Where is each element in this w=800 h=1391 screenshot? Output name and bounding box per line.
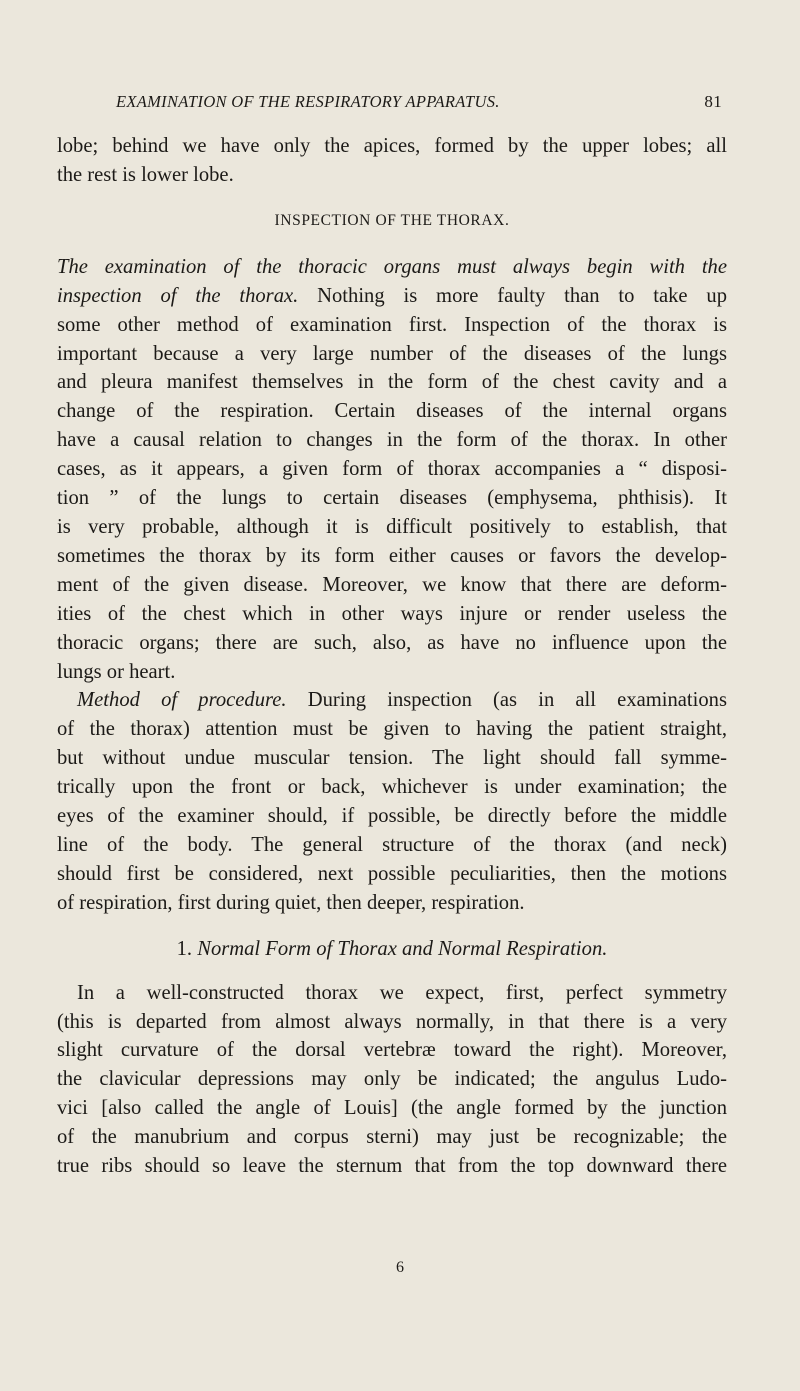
text-line xyxy=(57,253,727,282)
subsection-heading xyxy=(57,935,727,963)
text-line: cases, as it appears, a given form of thorax accompanies a “ disposi- xyxy=(57,458,727,481)
text-line: lobe; behind we have only the apices, formed by the upper lobes; all xyxy=(57,135,727,157)
italic-lead: Method of procedure. xyxy=(77,689,287,712)
text-line: vici [also called the angle of Louis] (the angle formed by the junction xyxy=(57,1097,727,1120)
text-line: but without undue muscular tension. The light should fall symme- xyxy=(57,747,727,770)
text-line: true ribs should so leave the sternum that from the top downward there xyxy=(57,1155,727,1178)
paragraph-normal-form xyxy=(57,979,727,1181)
text-line: important because a very large number of the diseases of the lungs xyxy=(57,342,727,365)
subsection-title: Normal Form of Thorax and Normal Respiration. xyxy=(197,937,608,960)
text-line: the rest is lower lobe. xyxy=(57,163,234,186)
text-line: of the thorax) attention must be given to having the patient straight, xyxy=(57,718,727,741)
running-head xyxy=(116,92,722,116)
text-line: slight curvature of the dorsal vertebræ toward the right). Moreover, xyxy=(57,1039,727,1062)
text-line: In a well-constructed thorax we expect, first, perfect symmetry xyxy=(77,981,727,1004)
text-line: tion ” of the lungs to certain diseases (emphysema, phthisis). It xyxy=(57,487,727,510)
page-body xyxy=(57,132,727,1181)
text-line: (this is departed from almost always normally, in that there is a very xyxy=(57,1010,727,1033)
text-line: have a causal relation to changes in the form of the thorax. In other xyxy=(57,429,727,452)
text-line: the clavicular depressions may only be indicated; the angulus Ludo- xyxy=(57,1068,727,1091)
text-line: eyes of the examiner should, if possible, be directly before the middle xyxy=(57,805,727,828)
text-line: lungs or heart. xyxy=(57,660,176,683)
text-line xyxy=(57,282,727,311)
paragraph-method xyxy=(57,686,727,917)
text-line: ities of the chest which in other ways injure or render useless the xyxy=(57,602,727,625)
paragraph-inspection xyxy=(57,253,727,687)
text-line: ment of the given disease. Moreover, we know that there are deform- xyxy=(57,573,727,596)
text-line: change of the respiration. Certain diseases of the internal organs xyxy=(57,400,727,423)
text-line xyxy=(57,686,727,715)
italic-lead: The examination of the thoracic organs must always begin with the xyxy=(57,255,727,278)
text-line: of the manubrium and corpus sterni) may just be recognizable; the xyxy=(57,1126,727,1149)
text-line: is very probable, although it is difficult positively to establish, that xyxy=(57,515,727,538)
running-head-title: EXAMINATION OF THE RESPIRATORY APPARATUS. xyxy=(116,92,500,111)
text-line: some other method of examination first. Inspection of the thorax is xyxy=(57,313,727,336)
text-line: thoracic organs; there are such, also, as have no influence upon the xyxy=(57,631,727,654)
text-run: During inspection (as in all examinations xyxy=(286,689,727,712)
text-line: sometimes the thorax by its form either causes or favors the develop- xyxy=(57,544,727,567)
text-line: trically upon the front or back, whichever is under examination; the xyxy=(57,776,727,799)
section-heading: INSPECTION OF THE THORAX. xyxy=(274,211,510,229)
paragraph-continuation xyxy=(57,132,727,190)
page-number: 81 xyxy=(704,92,722,111)
subsection-number: 1. xyxy=(176,937,193,960)
text-line: of respiration, first during quiet, then deeper, respiration. xyxy=(57,891,525,914)
italic-lead: inspection of the thorax. xyxy=(57,284,299,307)
text-run: Nothing is more faulty than to take up xyxy=(298,284,727,307)
text-line: should first be considered, next possible peculiarities, then the motions xyxy=(57,862,727,885)
text-line: line of the body. The general structure of the thorax (and neck) xyxy=(57,833,727,856)
signature-mark: 6 xyxy=(396,1259,404,1276)
text-line: and pleura manifest themselves in the form of the chest cavity and a xyxy=(57,371,727,394)
